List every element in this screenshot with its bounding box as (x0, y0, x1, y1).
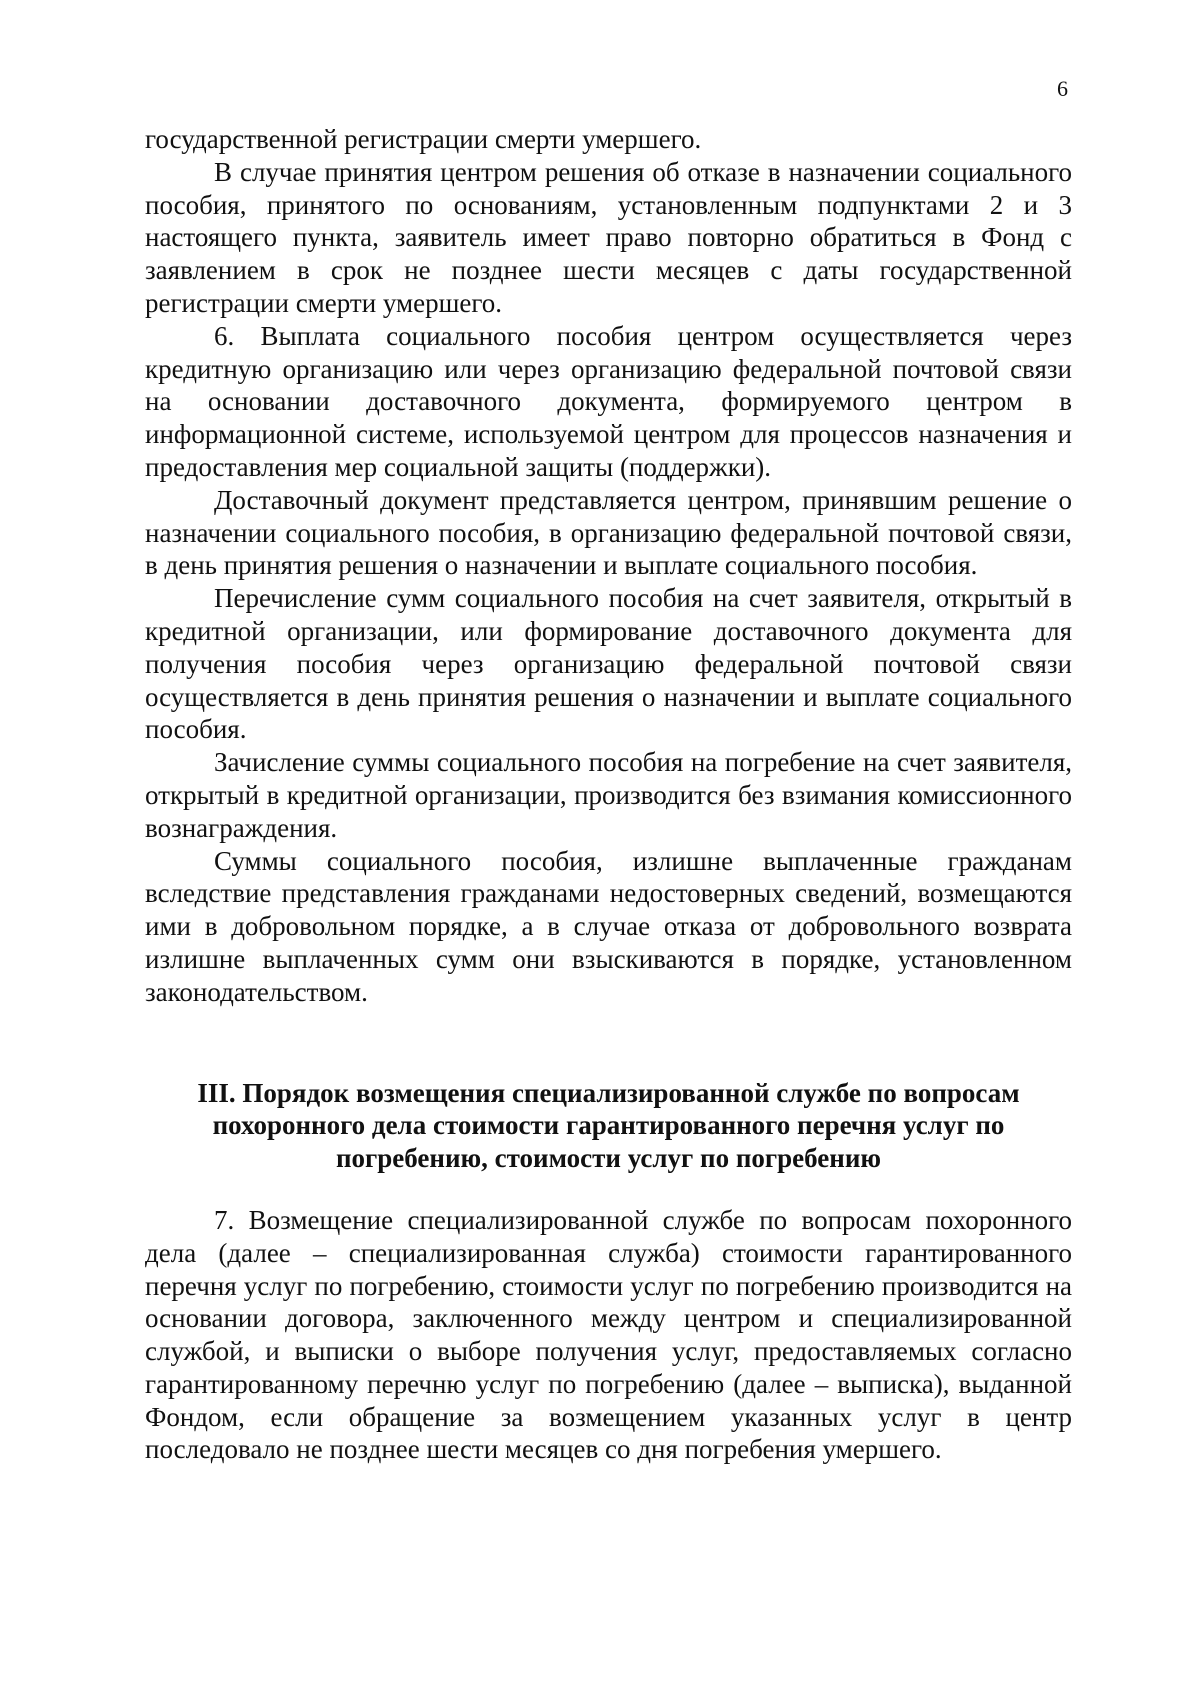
section-heading-line: похоронного дела стоимости гарантированного перечня услуг по (212, 1110, 1005, 1141)
paragraph-continuation: государственной регистрации смерти умершего. (145, 124, 702, 154)
paragraph-transfer: Перечисление сумм социального пособия на счет заявителя, открытый в кредитной организации, или формирование доставочного документа для получения пособия через организацию федеральной почтовой связи осуществляется в день принятия решения о назначении и выплате социального пособия. (145, 583, 1072, 745)
paragraph-item-6-payment: 6. Выплата социального пособия центром осуществляется через кредитную организацию или через организацию федеральной почтовой связи на основании доставочного документа, формируемого центром в информационной системе, используемой центром для процессов назначения и предоставления мер социальной защиты (поддержки). (145, 320, 1072, 482)
document-body (145, 123, 1072, 1466)
paragraph-no-commission: Зачисление суммы социального пособия на погребение на счет заявителя, открытый в кредитной организации, производится без взимания комиссионного вознаграждения. (145, 747, 1072, 843)
paragraph-item-7-reimbursement: 7. Возмещение специализированной службе по вопросам похоронного дела (далее – специализированная служба) стоимости гарантированного перечня услуг по погребению, стоимости услуг по погребению производится на основании договора, заключенного между центром и специализированной службой, и выписки о выборе получения услуг, предоставляемых согласно гарантированному перечню услуг по погребению (далее – выписка), выданной Фондом, если обращение за возмещением указанных услуг в центр последовало не позднее шести месяцев со дня погребения умершего. (145, 1204, 1072, 1465)
section-heading-line: III. Порядок возмещения специализированной службе по вопросам (197, 1077, 1020, 1108)
paragraph-delivery-document: Доставочный документ представляется центром, принявшим решение о назначении социального пособия, в организацию федеральной почтовой связи, в день принятия решения о назначении и выплате социального пособия. (145, 484, 1072, 581)
section-heading-line: погребению, стоимости услуг по погребению (335, 1143, 882, 1174)
page-number: 6 (1057, 76, 1068, 101)
paragraph-refusal-reapply: В случае принятия центром решения об отказе в назначении социального пособия, принятого по основаниям, установленным подпунктами 2 и 3 настоящего пункта, заявитель имеет право повторно обратиться в Фонд с заявлением в срок не позднее шести месяцев с даты государственной регистрации смерти умершего. (145, 156, 1072, 318)
section-heading (145, 1077, 1072, 1175)
paragraph-overpayment: Суммы социального пособия, излишне выплаченные гражданам вследствие представления гражданами недостоверных сведений, возмещаются ими в добровольном порядке, а в случае отказа от добровольного возврата излишне выплаченных сумм они взыскиваются в порядке, установленном законодательством. (145, 845, 1072, 1007)
